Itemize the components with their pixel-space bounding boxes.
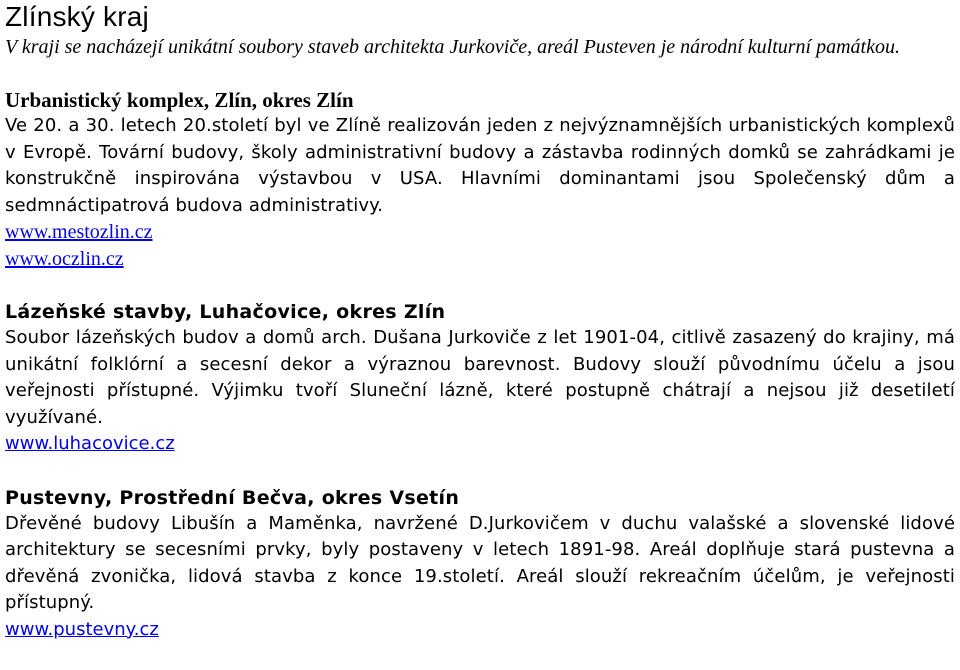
section-text: Dřevěné budovy Libušín a Maměnka, navržené D.Jurkovičem v duchu valašské a slovenské lidové architektury se secesními prvky, byly postaveny v letech 1891-98. Areál doplňuje stará pustevna a dřevěná zvonička, lidová stavba z konce 19.století. Areál slouží rekreačním účelům, je veřejnosti přístupný. (5, 512, 955, 613)
section-pustevny (5, 485, 955, 644)
link-pustevny[interactable]: www.pustevny.cz (5, 618, 159, 640)
section-heading: Urbanistický komplex, Zlín, okres Zlín (5, 88, 354, 112)
region-title: Zlínský kraj (5, 1, 149, 32)
document-page (5, 0, 955, 643)
link-oczlin[interactable]: www.oczlin.cz (5, 247, 124, 270)
region-intro: V kraji se nacházejí unikátní soubory staveb architekta Jurkoviče, areál Pusteven je národní kulturní památkou. (5, 36, 900, 58)
section-heading: Pustevny, Prostřední Bečva, okres Vsetín (5, 486, 460, 509)
section-text: Ve 20. a 30. letech 20.století byl ve Zlíně realizován jeden z nejvýznamnějších urbanistických komplexů v Evropě. Tovární budovy, školy administrativní budovy a zástavba rodinných domků se zahrádkami je konstrukčně inspirována výstavbou v USA. Hlavními dominantami jsou Společenský dům a sedmnáctipatrová budova administrativy. (5, 115, 955, 216)
section-luhacovice (5, 299, 955, 458)
section-heading: Lázeňské stavby, Luhačovice, okres Zlín (5, 301, 446, 323)
section-text: Soubor lázeňských budov a domů arch. Dušana Jurkoviče z let 1901-04, citlivě zasazený do krajiny, má unikátní folklórní a secesní dekor a výraznou barevnost. Budovy slouží původnímu účelu a jsou veřejnosti přístupné. Výjimku tvoří Sluneční lázně, které postupně chátrají a nejsou již desetiletí využívané. (5, 327, 955, 428)
link-luhacovice[interactable]: www.luhacovice.cz (5, 433, 175, 454)
link-mestozlin[interactable]: www.mestozlin.cz (5, 221, 153, 243)
section-zlin (5, 87, 955, 272)
